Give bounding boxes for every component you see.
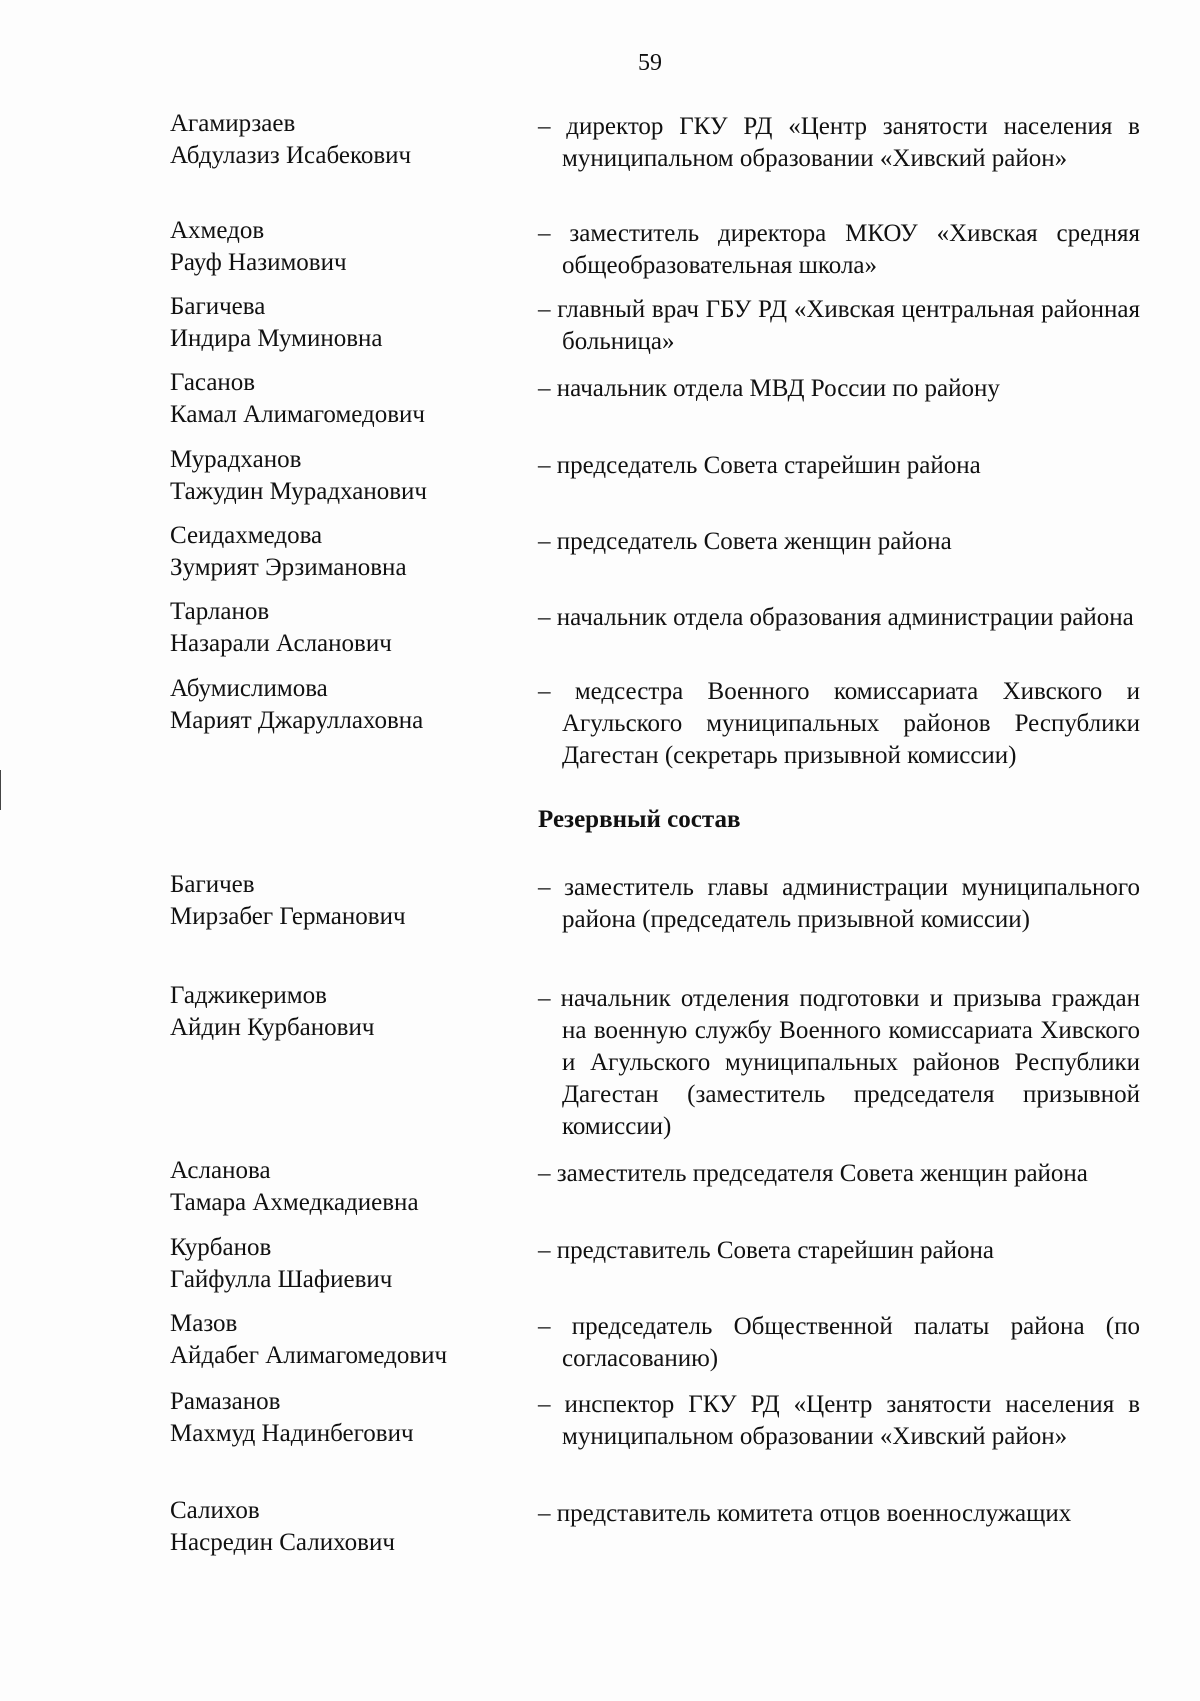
member-given-names: Марият Джаруллаховна bbox=[170, 707, 424, 734]
member-role: – заместитель главы администрации муниципального района (председатель призывной комиссии) bbox=[538, 874, 1140, 933]
member-role: – главный врач ГБУ РД «Хивская центральная районная больница» bbox=[538, 296, 1140, 355]
member-surname: Багичева bbox=[170, 293, 266, 320]
member-surname: Ахмедов bbox=[170, 217, 265, 244]
member-name bbox=[170, 1495, 510, 1559]
member-name bbox=[170, 1155, 510, 1219]
member-given-names: Назарали Асланович bbox=[170, 630, 392, 657]
page-number: 59 bbox=[638, 50, 662, 76]
member-role: – председатель Общественной палаты района (по согласованию) bbox=[538, 1313, 1140, 1372]
member-given-names: Рауф Назимович bbox=[170, 249, 347, 276]
member-surname: Салихов bbox=[170, 1497, 260, 1524]
member-surname: Сеидахмедова bbox=[170, 522, 323, 549]
member-given-names: Абдулазиз Исабекович bbox=[170, 142, 412, 169]
member-role: – начальник отдела МВД России по району bbox=[538, 375, 1000, 402]
member-role: – директор ГКУ РД «Центр занятости населения в муниципальном образовании «Хивский район» bbox=[538, 113, 1140, 172]
member-name bbox=[170, 520, 510, 584]
member-name bbox=[170, 673, 510, 737]
member-surname: Агамирзаев bbox=[170, 110, 296, 137]
member-surname: Абумислимова bbox=[170, 675, 328, 702]
member-given-names: Насредин Салихович bbox=[170, 1529, 395, 1556]
member-name bbox=[170, 1232, 510, 1296]
member-given-names: Камал Алимагомедович bbox=[170, 401, 426, 428]
member-surname: Мазов bbox=[170, 1310, 238, 1337]
member-role: – начальник отдела образования администрации района bbox=[538, 604, 1134, 631]
member-name bbox=[170, 291, 510, 355]
scan-edge-line bbox=[0, 770, 1, 810]
member-surname: Рамазанов bbox=[170, 1388, 281, 1415]
member-given-names: Айдабег Алимагомедович bbox=[170, 1342, 448, 1369]
member-role: – начальник отделения подготовки и призыва граждан на военную службу Военного комиссариата Хивского и Агульского муниципальных районов Республики Дагестан (заместитель председателя призывной комиссии) bbox=[538, 985, 1140, 1140]
member-given-names: Зумрият Эрзимановна bbox=[170, 554, 407, 581]
member-given-names: Тамара Ахмедкадиевна bbox=[170, 1189, 419, 1216]
member-given-names: Айдин Курбанович bbox=[170, 1014, 375, 1041]
member-name bbox=[170, 980, 510, 1044]
member-surname: Гаджикеримов bbox=[170, 982, 327, 1009]
member-surname: Асланова bbox=[170, 1157, 271, 1184]
member-name bbox=[170, 869, 510, 933]
member-given-names: Гайфулла Шафиевич bbox=[170, 1266, 393, 1293]
member-role: – председатель Совета женщин района bbox=[538, 528, 952, 555]
member-given-names: Мирзабег Германович bbox=[170, 903, 406, 930]
member-name bbox=[170, 444, 510, 508]
member-role: – инспектор ГКУ РД «Центр занятости населения в муниципальном образовании «Хивский район» bbox=[538, 1391, 1140, 1450]
member-name bbox=[170, 367, 510, 431]
member-name bbox=[170, 596, 510, 660]
member-given-names: Индира Муминовна bbox=[170, 325, 383, 352]
member-given-names: Тажудин Мурадханович bbox=[170, 478, 427, 505]
member-name bbox=[170, 1386, 510, 1450]
member-role: – представитель комитета отцов военнослужащих bbox=[538, 1500, 1072, 1527]
member-name bbox=[170, 108, 510, 172]
member-role: – заместитель председателя Совета женщин района bbox=[538, 1160, 1088, 1187]
member-role: – заместитель директора МКОУ «Хивская средняя общеобразовательная школа» bbox=[538, 220, 1140, 279]
member-role: – представитель Совета старейшин района bbox=[538, 1237, 994, 1264]
member-surname: Багичев bbox=[170, 871, 255, 898]
reserve-section-heading: Резервный состав bbox=[538, 806, 741, 833]
member-role: – медсестра Военного комиссариата Хивского и Агульского муниципальных районов Республики Дагестан (секретарь призывной комиссии) bbox=[538, 678, 1140, 769]
member-name bbox=[170, 215, 510, 279]
member-surname: Курбанов bbox=[170, 1234, 272, 1261]
member-surname: Тарланов bbox=[170, 598, 270, 625]
member-surname: Мурадханов bbox=[170, 446, 302, 473]
member-role: – председатель Совета старейшин района bbox=[538, 452, 981, 479]
member-given-names: Махмуд Надинбегович bbox=[170, 1420, 414, 1447]
member-name bbox=[170, 1308, 510, 1372]
member-surname: Гасанов bbox=[170, 369, 256, 396]
